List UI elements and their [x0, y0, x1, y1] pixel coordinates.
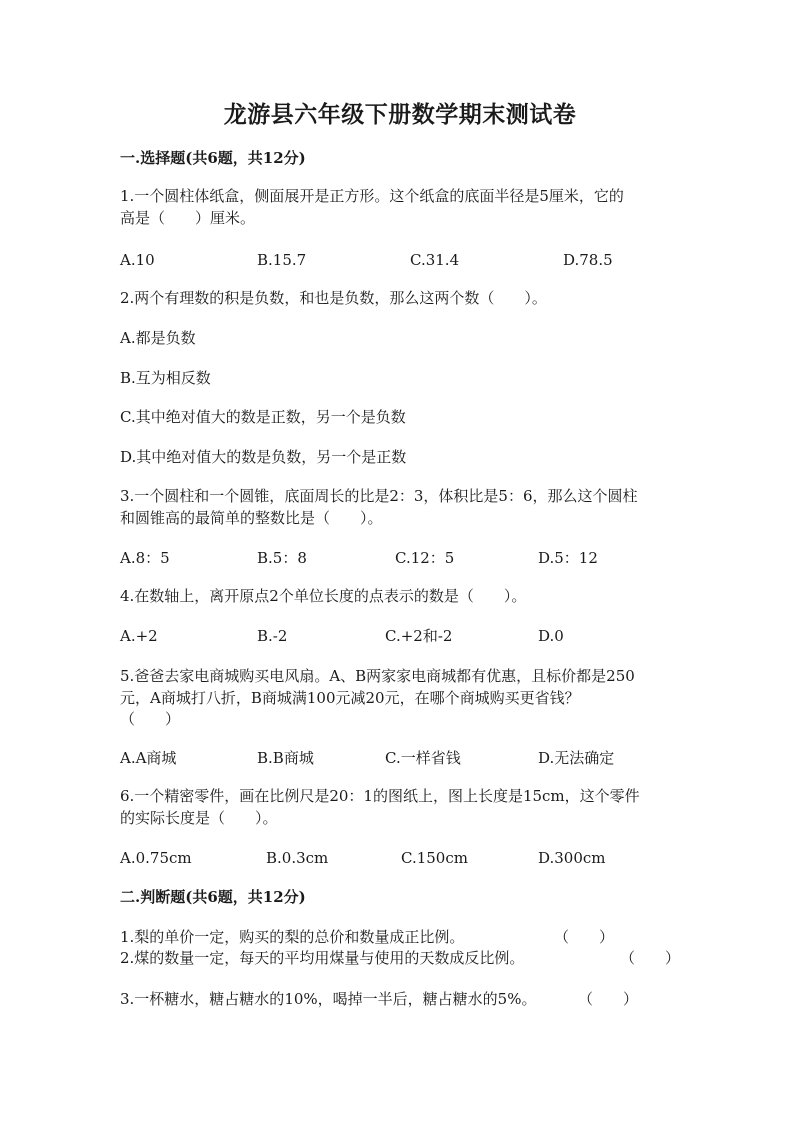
judgement-1-text: 1.梨的单价一定，购买的梨的总价和数量成正比例。: [120, 928, 465, 946]
q2-option-c: C.其中绝对值大的数是正数，另一个是负数: [120, 408, 406, 426]
question-3-line-2: 和圆锥高的最简单的整数比是（ ）。: [120, 509, 383, 527]
q6-option-b: B.0.3cm: [266, 849, 329, 867]
judgement-1-bracket: （ ）: [554, 928, 615, 946]
q3-option-c: C.12：5: [395, 549, 455, 567]
q1-option-d: D.78.5: [563, 251, 613, 269]
section-heading-choice: 一.选择题(共6题，共12分): [120, 149, 306, 167]
judgement-3-bracket: （ ）: [578, 990, 639, 1008]
q6-option-d: D.300cm: [538, 849, 606, 867]
q5-option-b: B.B商城: [257, 749, 314, 767]
q2-option-a: A.都是负数: [120, 329, 196, 347]
q5-option-d: D.无法确定: [538, 749, 615, 767]
q1-option-a: A.10: [120, 251, 155, 269]
question-5-line-3: （ ）: [120, 710, 181, 728]
question-5-line-2: 元，A商城打八折，B商城满100元减20元，在哪个商城购买更省钱？: [120, 689, 580, 707]
question-6-line-1: 6.一个精密零件，画在比例尺是20：1的图纸上，图上长度是15cm，这个零件: [120, 787, 640, 805]
q4-option-d: D.0: [538, 627, 564, 645]
question-1-line-1: 1.一个圆柱体纸盒，侧面展开是正方形。这个纸盒的底面半径是5厘米，它的: [120, 187, 624, 205]
question-3-line-1: 3.一个圆柱和一个圆锥，底面周长的比是2：3，体积比是5：6，那么这个圆柱: [120, 487, 638, 505]
q3-option-d: D.5：12: [538, 549, 598, 567]
judgement-2-text: 2.煤的数量一定，每天的平均用煤量与使用的天数成反比例。: [120, 949, 525, 967]
q3-option-b: B.5：8: [257, 549, 307, 567]
q2-option-b: B.互为相反数: [120, 369, 211, 387]
q1-option-c: C.31.4: [410, 251, 460, 269]
judgement-3-text: 3.一杯糖水，糖占糖水的10%，喝掉一半后，糖占糖水的5%。: [120, 990, 537, 1008]
question-6-line-2: 的实际长度是（ ）。: [120, 809, 278, 827]
q5-option-a: A.A商城: [120, 749, 177, 767]
q1-option-b: B.15.7: [257, 251, 307, 269]
q4-option-c: C.+2和-2: [385, 627, 453, 645]
page-title: 龙游县六年级下册数学期末测试卷: [223, 101, 577, 128]
q4-option-a: A.+2: [120, 627, 158, 645]
q3-option-a: A.8：5: [120, 549, 170, 567]
question-5-line-1: 5.爸爸去家电商城购买电风扇。A、B两家家电商城都有优惠，且标价都是250: [120, 667, 635, 685]
q2-option-d: D.其中绝对值大的数是负数，另一个是正数: [120, 448, 407, 466]
question-2-line-1: 2.两个有理数的积是负数，和也是负数，那么这两个数（ ）。: [120, 289, 547, 307]
q6-option-c: C.150cm: [401, 849, 468, 867]
q6-option-a: A.0.75cm: [120, 849, 192, 867]
question-1-line-2: 高是（ ）厘米。: [120, 209, 256, 227]
q5-option-c: C.一样省钱: [385, 749, 461, 767]
question-4-line-1: 4.在数轴上，离开原点2个单位长度的点表示的数是（ ）。: [120, 587, 527, 605]
judgement-2-bracket: （ ）: [620, 949, 681, 967]
section-heading-judgement: 二.判断题(共6题，共12分): [120, 888, 306, 906]
q4-option-b: B.-2: [257, 627, 288, 645]
